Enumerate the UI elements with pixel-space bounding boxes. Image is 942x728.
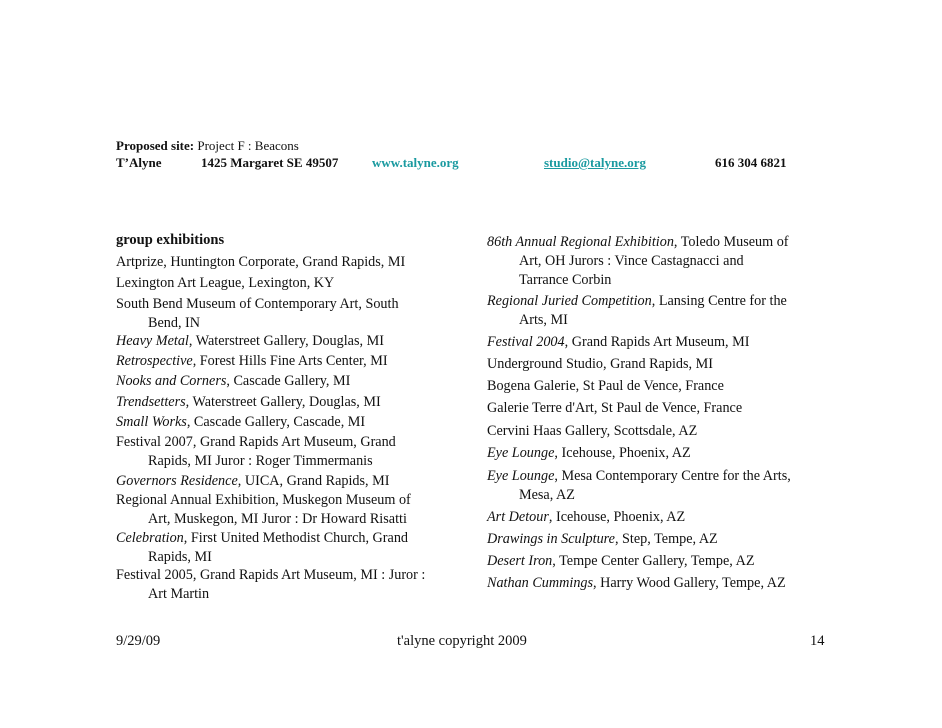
proposed-site-value: Project F : Beacons	[197, 138, 299, 153]
list-item: Festival 2005, Grand Rapids Art Museum, MI : Juror : Art Martin	[116, 567, 426, 602]
list-item: Galerie Terre d'Art, St Paul de Vence, France	[487, 400, 743, 416]
phone-number: 616 304 6821	[715, 155, 787, 170]
list-item: Cervini Haas Gallery, Scottsdale, AZ	[487, 423, 698, 439]
list-item: Desert Iron, Tempe Center Gallery, Tempe, AZ	[487, 553, 755, 569]
list-item: Underground Studio, Grand Rapids, MI	[487, 356, 713, 372]
list-item: Retrospective, Forest Hills Fine Arts Center, MI	[116, 353, 388, 369]
list-item: Drawings in Sculpture, Step, Tempe, AZ	[487, 531, 718, 547]
list-item: Art Detour, Icehouse, Phoenix, AZ	[487, 509, 686, 525]
list-item: Governors Residence, UICA, Grand Rapids, MI	[116, 473, 390, 489]
section-title: group exhibitions	[116, 232, 225, 248]
proposed-site-label: Proposed site:	[116, 138, 195, 153]
list-item: 86th Annual Regional Exhibition, Toledo Museum of Art, OH Jurors : Vince Castagnacci and Tarrance Corbin	[487, 234, 789, 288]
list-item: Nooks and Corners, Cascade Gallery, MI	[116, 373, 351, 389]
list-item: Bogena Galerie, St Paul de Vence, France	[487, 378, 724, 394]
list-item: Festival 2007, Grand Rapids Art Museum, Grand Rapids, MI Juror : Roger Timmermanis	[116, 434, 396, 469]
footer-copyright: t'alyne copyright 2009	[397, 633, 527, 649]
list-item: Lexington Art League, Lexington, KY	[116, 275, 335, 291]
list-item: Regional Juried Competition, Lansing Centre for the Arts, MI	[487, 293, 787, 328]
list-item: Small Works, Cascade Gallery, Cascade, MI	[116, 414, 366, 430]
artist-name: T’Alyne	[116, 155, 162, 170]
footer-date: 9/29/09	[116, 633, 161, 649]
list-item: Artprize, Huntington Corporate, Grand Rapids, MI	[116, 254, 406, 270]
list-item: Celebration, First United Methodist Church, Grand Rapids, MI	[116, 530, 409, 565]
contact-line	[116, 155, 836, 173]
list-item: Eye Lounge, Icehouse, Phoenix, AZ	[487, 445, 691, 461]
list-item: Heavy Metal, Waterstreet Gallery, Douglas, MI	[116, 333, 384, 349]
proposed-site-line	[116, 138, 299, 154]
page-number: 14	[810, 633, 825, 649]
email-link[interactable]: studio@talyne.org	[544, 155, 647, 170]
list-item: Nathan Cummings, Harry Wood Gallery, Tempe, AZ	[487, 575, 786, 591]
list-item: Regional Annual Exhibition, Muskegon Museum of Art, Muskegon, MI Juror : Dr Howard Risatti	[116, 492, 411, 527]
address: 1425 Margaret SE 49507	[201, 155, 339, 170]
list-item: Festival 2004, Grand Rapids Art Museum, MI	[487, 334, 750, 350]
list-item: Trendsetters, Waterstreet Gallery, Douglas, MI	[116, 394, 381, 410]
list-item: South Bend Museum of Contemporary Art, South Bend, IN	[116, 296, 399, 331]
website-link[interactable]: www.talyne.org	[372, 155, 459, 170]
list-item: Eye Lounge, Mesa Contemporary Centre for the Arts, Mesa, AZ	[487, 468, 791, 503]
